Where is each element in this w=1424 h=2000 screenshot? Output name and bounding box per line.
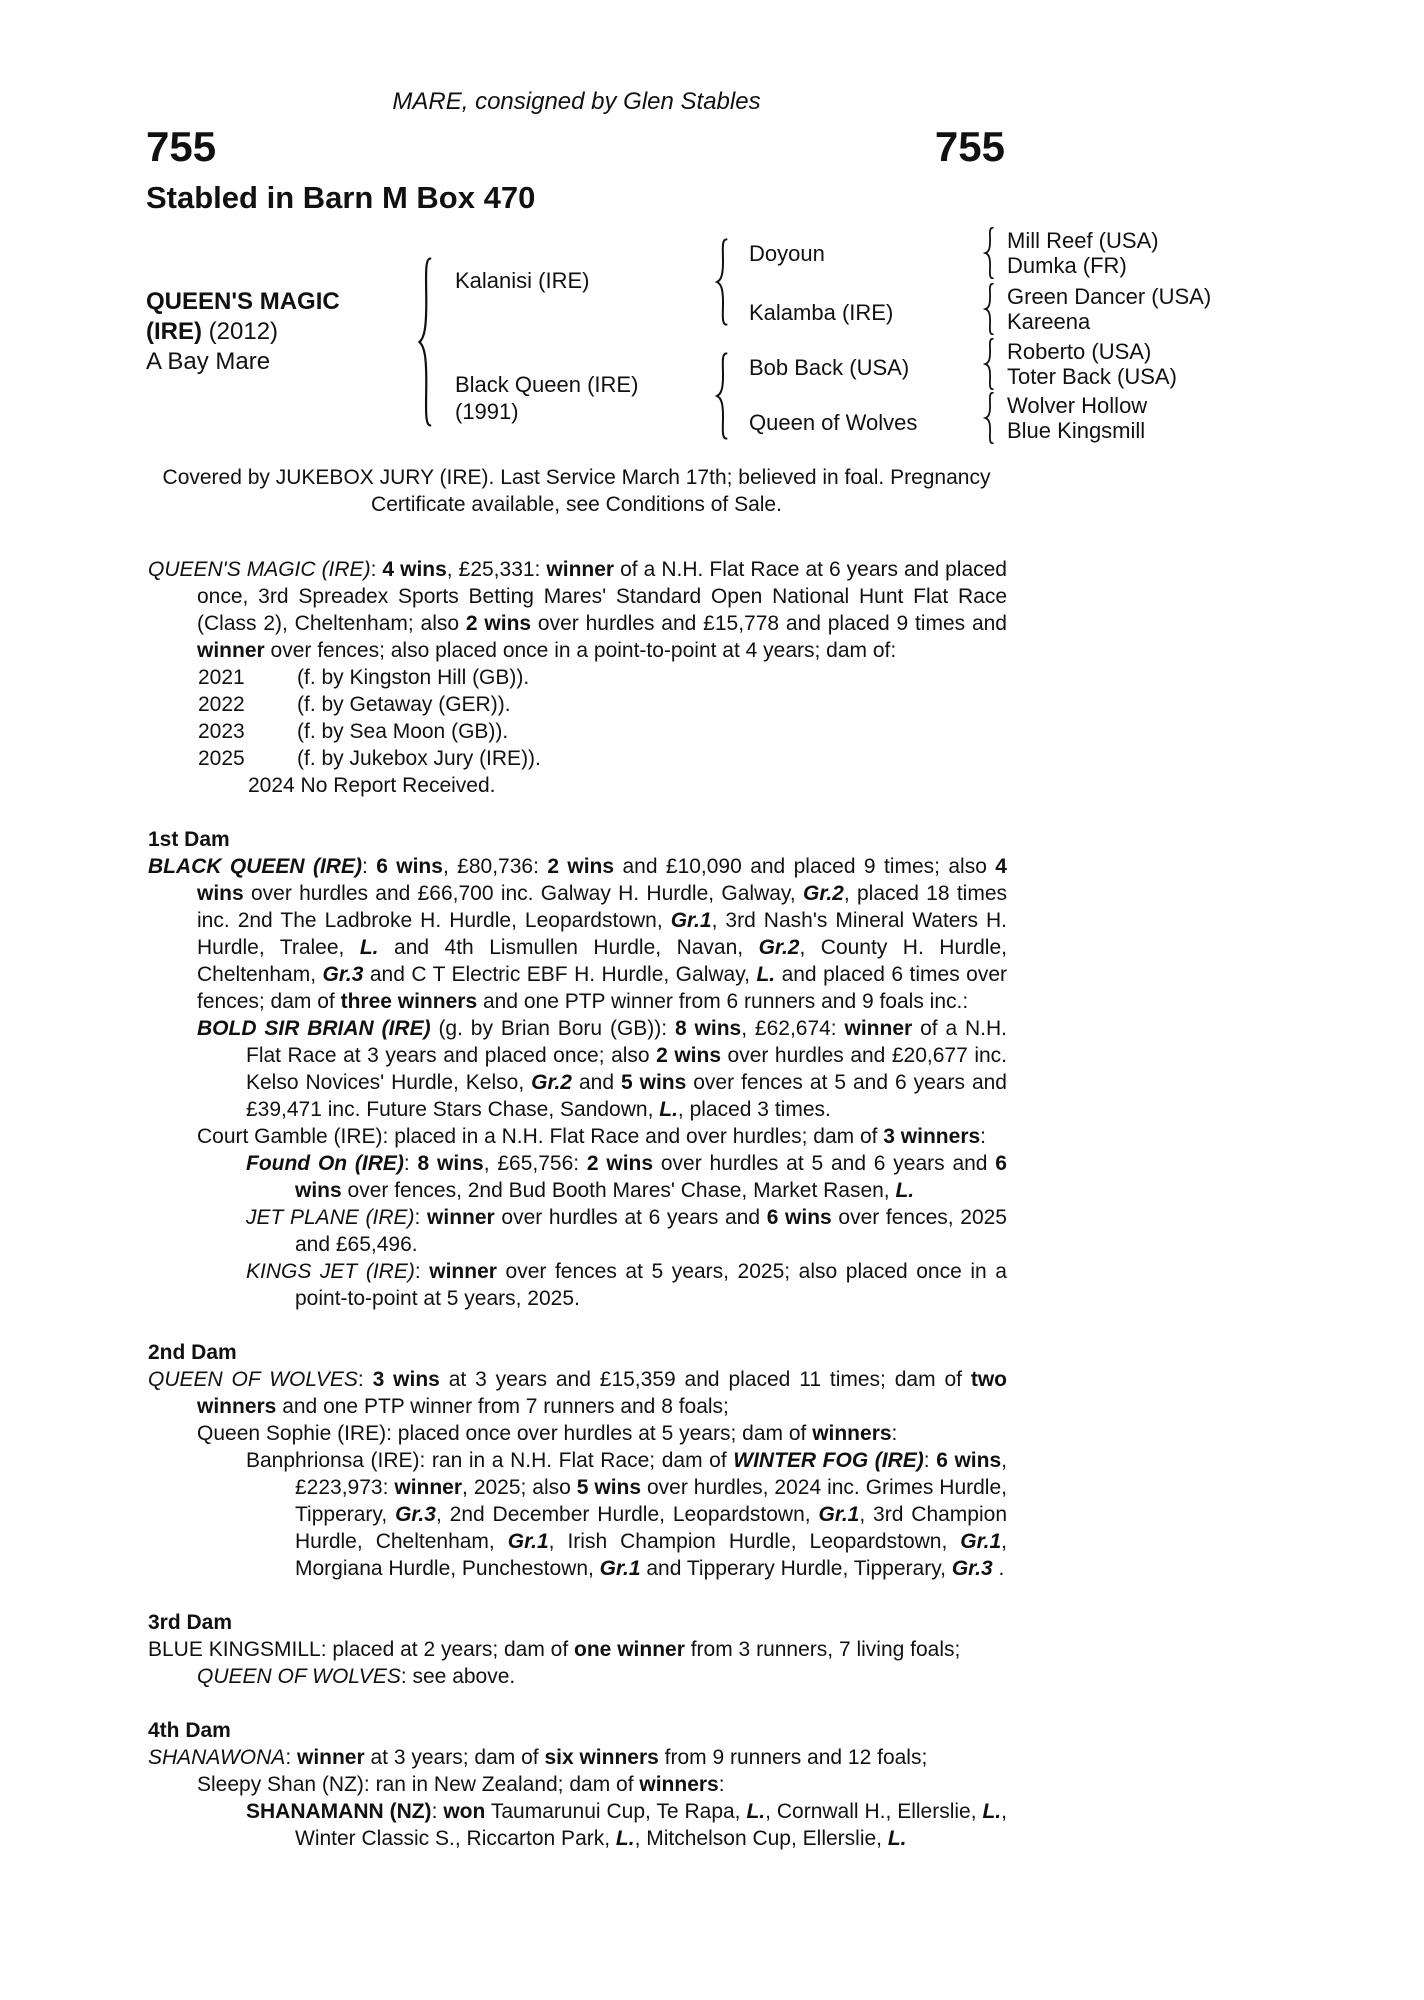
pedigree-paragraph [148,1636,1007,1663]
text-run: L. [982,1800,1002,1823]
text-run: : [980,1125,987,1148]
text-run: and one PTP winner from 6 runners and 9 foals inc.: [477,990,969,1013]
dam-section-heading: 3rd Dam [148,1611,233,1634]
pedigree-brace-icon [983,227,994,279]
text-run: : [357,1368,373,1391]
covering-statement-line1: Covered by JUKEBOX JURY (IRE). Last Service March 17th; believed in foal. Pregnancy [162,466,991,489]
text-run: : [361,855,377,878]
pedigree-paragraph [148,1744,1007,1771]
dam-birth-year: (1991) [455,399,519,424]
dam-section-heading: 1st Dam [148,828,230,851]
text-run: from 3 runners, 7 living foals; [684,1638,961,1661]
text-run: (g. by Brian Boru (GB)): [430,1017,675,1040]
produce-year: 2023 [198,720,245,743]
text-run: , County H. Hurdle, Cheltenham, [197,936,1007,986]
text-run: winner [197,639,265,662]
produce-record-row [148,691,1007,718]
lot-number-left: 755 [146,123,217,170]
pedigree-dam [455,371,638,425]
text-run: over hurdles at 6 years and [494,1206,767,1229]
pedigree-paragraph [148,1150,1007,1204]
text-run: Banphrionsa (IRE): ran in a N.H. Flat Race; dam of [246,1449,734,1472]
pedigree-great-grandparent: Mill Reef (USA) [1007,228,1159,253]
text-run: : [414,1260,430,1283]
text-run: 3 winners [883,1125,981,1148]
subject-name: QUEEN'S MAGIC [146,288,340,315]
text-run: won [443,1800,486,1823]
text-run: , Irish Champion Hurdle, Leopardstown, [548,1530,961,1553]
pedigree-paragraph [148,1015,1007,1123]
text-run: over hurdles and £20,677 inc. Kelso Novices' Hurdle, Kelso, [246,1044,1007,1094]
text-run: Gr.3 [395,1503,436,1526]
catalogue-text [148,556,1007,1852]
text-run: 2 wins [465,612,532,635]
pedigree-granddam: Queen of Wolves [749,410,918,435]
text-run: L. [659,1098,678,1121]
text-run: Gr.2 [758,936,800,959]
text-run: Taumarunui Cup, Te Rapa, [485,1800,747,1823]
text-run: , Morgiana Hurdle, Punchestown, [295,1530,1008,1580]
consignment-line: MARE, consigned by Glen Stables [392,88,761,115]
text-run: : see above. [400,1665,516,1688]
text-run: 3 wins [372,1368,440,1391]
pedigree-grandsire: Doyoun [749,241,825,266]
text-run: Gr.1 [960,1530,1002,1553]
text-run: Gr.2 [531,1071,572,1094]
text-run: Gr.3 [951,1557,993,1580]
text-run: , placed 3 times. [677,1098,831,1121]
text-run: Gr.1 [507,1530,549,1553]
text-run: at 3 years; dam of [364,1746,545,1769]
covering-statement-line2: Certificate available, see Conditions of Sale. [371,493,782,516]
text-run: over fences at 5 years, 2025; also placed once in a point-to-point at 5 years, 2025. [295,1260,1007,1310]
text-run: Gr.1 [599,1557,641,1580]
text-run: , £80,736: [442,855,548,878]
text-run: Gr.1 [818,1503,860,1526]
text-run: KINGS JET (IRE) [246,1260,415,1283]
pedigree-paragraph [148,1798,1007,1852]
text-run: 5 wins [576,1476,642,1499]
pedigree-sire: Kalanisi (IRE) [455,268,590,293]
text-run: WINTER FOG (IRE) [733,1449,924,1472]
text-run: 6 wins [376,855,443,878]
text-run: over fences, 2025 and £65,496. [295,1206,1007,1256]
pedigree-brace-icon [714,238,728,326]
produce-description: (f. by Jukebox Jury (IRE)). [297,747,541,770]
text-run: QUEEN OF WOLVES [148,1368,358,1391]
text-run: over fences; also placed once in a point-to-point at 4 years; dam of: [264,639,897,662]
text-run: . [992,1557,1005,1580]
text-run: , 3rd Champion Hurdle, Cheltenham, [295,1503,1008,1553]
text-run: winners [639,1773,719,1796]
produce-year: 2022 [198,693,245,716]
pedigree-great-grandparent: Dumka (FR) [1007,253,1127,278]
text-run: BOLD SIR BRIAN (IRE) [197,1017,431,1040]
text-run: of a N.H. Flat Race at 6 years and placed once, 3rd Spreadex Sports Betting Mares' Standard Open National Hunt Flat Race (Class 2), Cheltenham; also [197,558,1007,635]
produce-record-row [148,664,1007,691]
text-run: and one PTP winner from 7 runners and 8 foals; [276,1395,729,1418]
text-run: QUEEN'S MAGIC (IRE) [148,558,371,581]
text-run: Court Gamble (IRE): placed in a N.H. Flat Race and over hurdles; dam of [197,1125,884,1148]
stabled-location: Stabled in Barn M Box 470 [146,180,536,215]
text-run: 6 wins [295,1152,1007,1202]
text-run: 4 wins [197,855,1007,905]
text-run: two winners [197,1368,1007,1418]
text-run: of a N.H. Flat Race at 3 years and placed once; also [246,1017,1007,1067]
pedigree-paragraph [148,1771,1007,1798]
pedigree-paragraph [148,853,1007,1015]
pedigree-great-grandparent: Toter Back (USA) [1007,364,1177,389]
text-run: , £223,973: [295,1449,1007,1499]
pedigree-brace-icon [416,256,432,428]
text-run: BLACK QUEEN (IRE) [148,855,362,878]
pedigree-great-grandparent: Roberto (USA) [1007,339,1152,364]
produce-year: 2021 [198,666,245,689]
pedigree-paragraph [148,1204,1007,1258]
dam-name: Black Queen (IRE) [455,372,639,397]
text-run: winners [812,1422,892,1445]
pedigree-brace-icon [714,352,728,440]
text-run: : [403,1152,418,1175]
text-run: over fences, 2nd Bud Booth Mares' Chase, Market Rasen, [341,1179,896,1202]
pedigree-great-grandparent: Green Dancer (USA) [1007,284,1212,309]
text-run: and Tipperary Hurdle, Tipperary, [640,1557,952,1580]
text-run: , Cornwall H., Ellerslie, [765,1800,983,1823]
text-run: : [414,1206,428,1229]
text-run: SHANAWONA [148,1746,286,1769]
text-run: 5 wins [620,1071,687,1094]
text-run: and £10,090 and placed 9 times; also [614,855,996,878]
pedigree-brace-icon [983,283,994,335]
lot-number-right: 755 [934,123,1005,170]
text-run: at 3 years and £15,359 and placed 11 times; dam of [439,1368,971,1391]
text-run: L. [887,1827,907,1850]
text-run: 8 wins [674,1017,742,1040]
text-run: 6 wins [766,1206,832,1229]
text-run: and placed 6 times over fences; dam of [197,963,1008,1013]
text-run: : [431,1800,444,1823]
text-run: : [370,558,383,581]
text-run: Queen Sophie (IRE): placed once over hurdles at 5 years; dam of [197,1422,813,1445]
text-run: L. [359,936,379,959]
text-run: winner [427,1206,495,1229]
text-run: winner [429,1260,497,1283]
text-run: 4 wins [382,558,447,581]
covering-statement [148,464,1005,518]
produce-description: (f. by Kingston Hill (GB)). [297,666,530,689]
text-run: QUEEN OF WOLVES [197,1665,401,1688]
text-run: 6 wins [936,1449,1002,1472]
text-run: one winner [574,1638,685,1661]
text-run: over fences at 5 and 6 years and £39,471 inc. Future Stars Chase, Sandown, [246,1071,1007,1121]
pedigree-paragraph [148,1258,1007,1312]
text-run: , £25,331: [446,558,547,581]
text-run: and 4th Lismullen Hurdle, Navan, [378,936,759,959]
pedigree-brace-icon [983,338,994,390]
text-run: from 9 runners and 12 foals; [658,1746,928,1769]
text-run: winner [394,1476,463,1499]
text-run: L. [746,1800,766,1823]
text-run: winner [296,1746,365,1769]
subject-birth-year: (2012) [202,318,279,345]
text-run: Sleepy Shan (NZ): ran in New Zealand; dam of [197,1773,640,1796]
text-run: : [718,1773,725,1796]
dam-section-heading: 4th Dam [148,1719,231,1742]
text-run: Gr.2 [803,882,844,905]
text-run: six winners [544,1746,659,1769]
text-run: L. [615,1827,635,1850]
pedigree-grandsire: Bob Back (USA) [749,355,910,380]
pedigree-subject [146,287,340,377]
text-run: , 3rd Nash's Mineral Waters H. Hurdle, Tralee, [197,909,1007,959]
text-run: Gr.1 [670,909,712,932]
text-run: , Winter Classic S., Riccarton Park, [295,1800,1007,1850]
text-run: 2 wins [547,855,615,878]
subject-description: A Bay Mare [146,348,271,375]
text-run: : [923,1449,937,1472]
pedigree-paragraph [148,556,1007,664]
text-run: 2 wins [656,1044,722,1067]
text-run: three winners [340,990,478,1013]
text-run: and [572,1071,621,1094]
pedigree-great-grandparent: Wolver Hollow [1007,393,1148,418]
produce-record-row [148,745,1007,772]
text-run: , £65,756: [483,1152,587,1175]
text-run: 8 wins [417,1152,484,1175]
text-run: : [285,1746,297,1769]
pedigree-great-grandparent: Kareena [1007,309,1091,334]
text-run: winner [546,558,615,581]
text-run: , Mitchelson Cup, Ellerslie, [634,1827,888,1850]
pedigree-paragraph [148,1447,1007,1582]
produce-record-row [148,718,1007,745]
text-run: over hurdles at 5 and 6 years and [653,1152,996,1175]
text-run: and C T Electric EBF H. Hurdle, Galway, [363,963,757,986]
text-run: L. [895,1179,915,1202]
text-run: over hurdles, 2024 inc. Grimes Hurdle, Tipperary, [295,1476,1007,1526]
text-run: BLUE KINGSMILL: placed at 2 years; dam of [148,1638,575,1661]
text-run: over hurdles and £15,778 and placed 9 times and [531,612,1007,635]
produce-note: 2024 No Report Received. [248,774,496,797]
text-run: , 2025; also [462,1476,577,1499]
produce-year: 2025 [198,747,245,770]
text-run: Gr.3 [322,963,364,986]
text-run: SHANAMANN (NZ) [246,1800,432,1823]
pedigree-granddam: Kalamba (IRE) [749,300,894,325]
pedigree-great-grandparent: Blue Kingsmill [1007,418,1146,443]
text-run: L. [756,963,776,986]
pedigree-brace-icon [983,392,994,444]
text-run: winner [844,1017,913,1040]
pedigree-paragraph [148,1123,1007,1150]
text-run: over hurdles and £66,700 inc. Galway H. Hurdle, Galway, [243,882,803,905]
produce-description: (f. by Getaway (GER)). [297,693,511,716]
text-run: Found On (IRE) [246,1152,404,1175]
text-run: , £62,674: [741,1017,845,1040]
produce-description: (f. by Sea Moon (GB)). [297,720,509,743]
pedigree-paragraph [148,1420,1007,1447]
text-run: , 2nd December Hurdle, Leopardstown, [435,1503,819,1526]
pedigree-paragraph [148,1366,1007,1420]
text-run: JET PLANE (IRE) [246,1206,415,1229]
dam-section-heading: 2nd Dam [148,1341,237,1364]
subject-registry: (IRE) [146,318,202,345]
pedigree-paragraph [148,1663,1007,1690]
text-run: , placed 18 times inc. 2nd The Ladbroke H. Hurdle, Leopardstown, [197,882,1007,932]
text-run: 2 wins [586,1152,654,1175]
text-run: : [891,1422,898,1445]
